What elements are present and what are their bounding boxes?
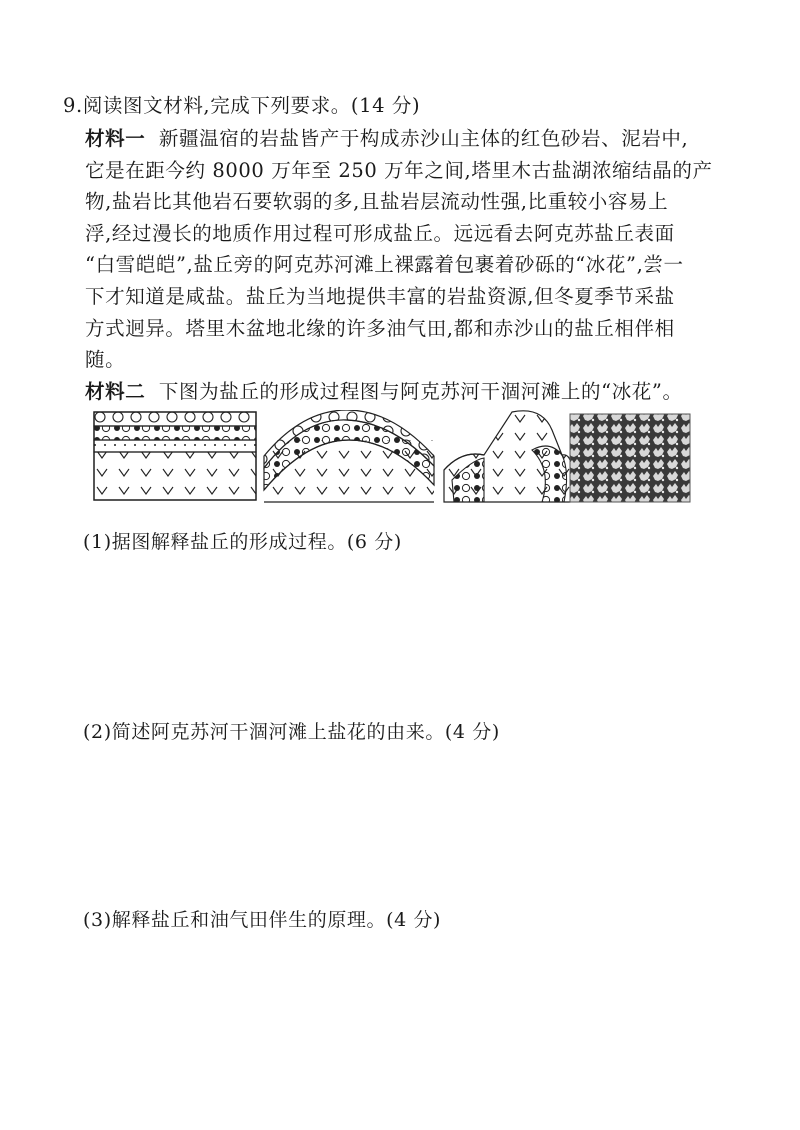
question-title: 阅读图文材料,完成下列要求。(14 分) (82, 94, 421, 117)
sub-question-2: (2)简述阿克苏河干涸河滩上盐花的由来。(4 分) (83, 721, 500, 743)
material-1-line: 下才知道是咸盐。盐丘为当地提供丰富的岩盐资源,但冬夏季节采盐 (85, 284, 675, 308)
material-1-line: 方式迥异。塔里木盆地北缘的许多油气田,都和赤沙山的盐丘相伴相 (85, 316, 675, 340)
material-1-line: 物,盐岩比其他岩石要软弱的多,且盐岩层流动性强,比重较小容易上 (85, 190, 669, 214)
material-1-line: 随。 (85, 348, 126, 372)
salt-dome-figure (92, 410, 692, 505)
sub-question-1: (1)据图解释盐丘的形成过程。(6 分) (83, 531, 402, 553)
question-number: 9. (63, 94, 83, 117)
folded-anticline-panel (264, 410, 434, 502)
material-1-line: “白雪皑皑”,盐丘旁的阿克苏河滩上裸露着包裹着砂砾的“冰花”,尝一 (85, 253, 684, 277)
ice-flower-photo-panel (570, 414, 690, 502)
figure-row (92, 410, 692, 505)
material-1-line: 材料一 新疆温宿的岩盐皆产于构成赤沙山主体的红色砂岩、泥岩中, (85, 127, 689, 150)
material-2-line (85, 376, 705, 408)
material-2-text: 下图为盐丘的形成过程图与阿克苏河干涸河滩上的“冰花”。 (158, 379, 683, 403)
question-header (63, 90, 420, 118)
material-1-line: 浮,经过漫长的地质作用过程可形成盐丘。远远看去阿克苏盐丘表面 (85, 221, 675, 245)
sub-question-3: (3)解释盐丘和油气田伴生的原理。(4 分) (83, 909, 442, 931)
material-1 (85, 123, 713, 407)
material-1-line: 它是在距今约 8000 万年至 250 万年之间,塔里木古盐湖浓缩结晶的产 (85, 158, 713, 182)
salt-dome-piercing-panel (444, 411, 572, 502)
material-1-label: 材料一 (85, 127, 146, 150)
layered-strata-panel (94, 412, 256, 500)
material-2-label: 材料二 (85, 379, 146, 403)
